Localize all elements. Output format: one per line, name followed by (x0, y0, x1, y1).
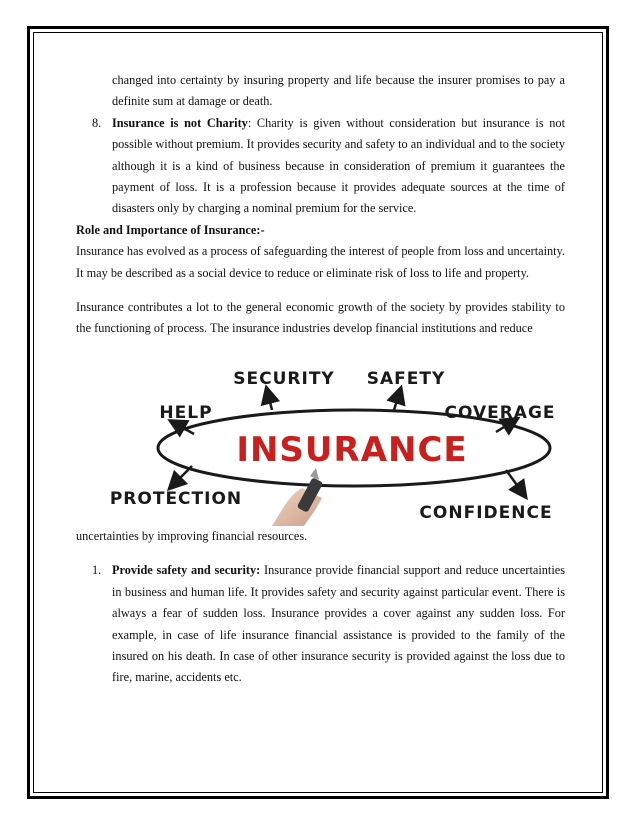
list-item-text (112, 113, 565, 220)
list-item-title: Insurance is not Charity (112, 115, 248, 130)
continued-paragraph: changed into certainty by insuring property and life because the insurer promises to pay a definite sum at damage or death. (112, 73, 565, 109)
insurance-concept-image (76, 346, 565, 526)
list-item-1 (76, 560, 565, 688)
word-security: SECURITY (233, 368, 335, 389)
arrow-security (268, 394, 272, 410)
word-help: HELP (159, 402, 213, 423)
list-item-8 (76, 113, 565, 220)
word-protection: PROTECTION (109, 488, 243, 509)
arrow-safety (394, 394, 399, 410)
insurance-word-diagram (76, 346, 565, 526)
list-number: 8. (92, 115, 102, 130)
arrow-protection (174, 466, 192, 484)
list-item-text (112, 560, 565, 688)
word-insurance: INSURANCE (236, 429, 468, 470)
word-safety: SAFETY (366, 368, 446, 389)
list-number: 1. (92, 563, 102, 578)
hand-with-marker (272, 468, 323, 526)
paragraph-3: uncertainties by improving financial resources. (76, 528, 308, 543)
list-item-title: Provide safety and security: (112, 563, 261, 578)
word-confidence: CONFIDENCE (419, 502, 553, 523)
word-coverage: COVERAGE (444, 402, 556, 423)
arrow-confidence (506, 470, 522, 492)
paragraph-2: Insurance contributes a lot to the general economic growth of the society by provides stability to the functioning of process. The insurance industries develop financial institutions and reduce (76, 300, 565, 336)
paragraph-1: Insurance has evolved as a process of safeguarding the interest of people from loss and uncertainty. It may be described as a social device to reduce or eliminate risk of loss to life and property. (76, 244, 565, 280)
section-heading: Role and Importance of Insurance:- (76, 222, 265, 237)
list-item-body: : Charity is given without consideration but insurance is not possible without premium. It provides security and safety to an individual and to the society although it is a kind of business because in consideration of premium it guarantees the payment of loss. It is a profession because it provides adequate sources at the time of disasters only by charging a nominal premium for the service. (112, 115, 565, 216)
document-body (76, 70, 565, 689)
list-item-body: Insurance provide financial support and reduce uncertainties in business and human life. It provides safety and security against particular event. There is always a fear of sudden loss. Insurance provides a cover against any sudden loss. For example, in case of life insurance financial assistance is provided to the family of the insured on his death. In case of other insurance security is provided against the loss due to fire, marine, accidents etc. (112, 563, 565, 685)
